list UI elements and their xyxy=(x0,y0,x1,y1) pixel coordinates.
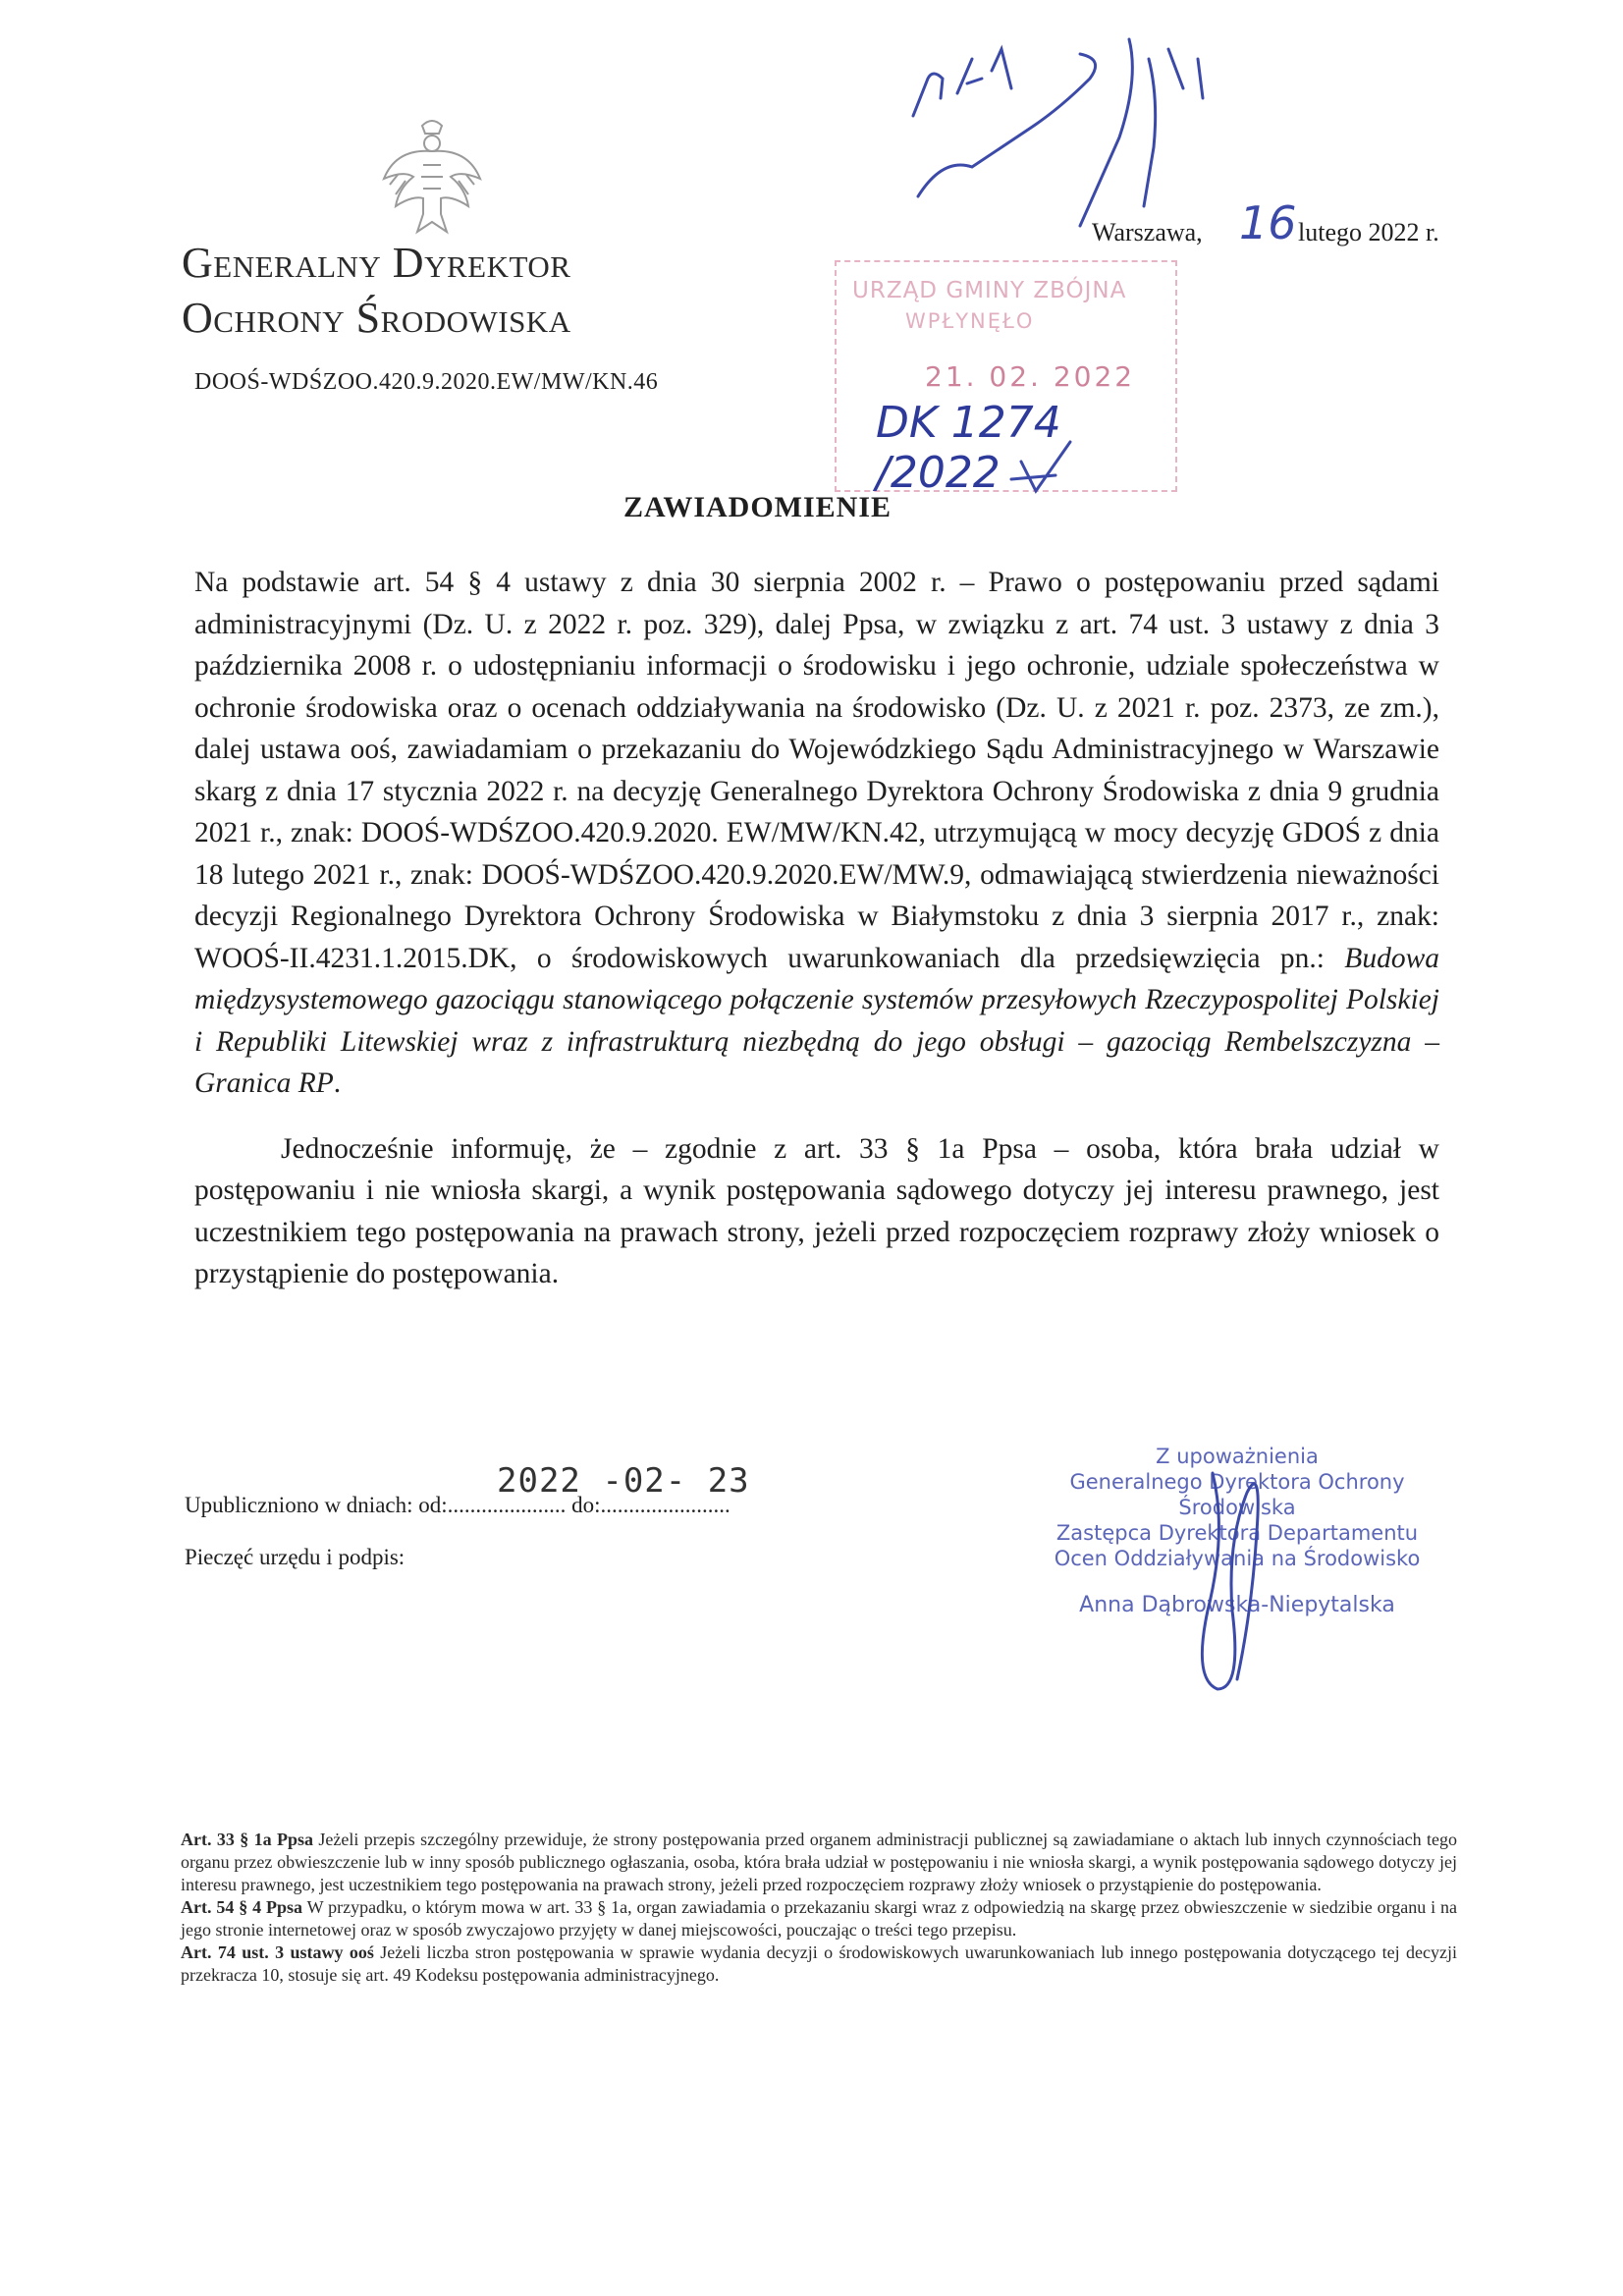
footnote-1-text: Jeżeli przepis szczególny przewiduje, że strony postępowania przed organem administracji publicznej są zawiadamiane o aktach lub innych czynnościach tego organu przez obwieszczenie lub w inny sposób publicznego ogłaszania, osoba, która brała udział w postępowaniu i nie wniosła skargi, a wynik postępowania sądowego dotyczy jej interesu prawnego, jest uczestnikiem tego postępowania na prawach strony, jeżeli przed rozpoczęciem rozprawy złoży wniosek o przystąpienie do postępowania. xyxy=(181,1830,1458,1894)
reference-number: DOOŚ-WDŚZOO.420.9.2020.EW/MW/KN.46 xyxy=(194,369,659,395)
stamp-registry-number: DK 1274 /2022 xyxy=(876,398,1061,498)
signature-line-4: Ocen Oddziaływania na Środowisko xyxy=(1054,1547,1421,1570)
document-title xyxy=(0,491,1623,524)
paragraph-1-text: Na podstawie art. 54 § 4 ustawy z dnia 30 sierpnia 2002 r. – Prawo o postępowaniu przed sądami administracyjnymi (Dz. U. z 2022 r. poz. 329), dalej Ppsa, w związku z art. 74 ust. 3 ustawy z dnia 3 października 2008 r. o udostępnianiu informacji o środowisku i jego ochronie, udziale społeczeństwa w ochronie środowiska oraz o ocenach oddziaływania na środowisko (Dz. U. z 2021 r. poz. 2373, ze zm.), dalej ustawa ooś, zawiadamiam o przekazaniu do Wojewódzkiego Sądu Administracyjnego w Warszawie skarg z dnia 17 stycznia 2022 r. na decyzję Generalnego Dyrektora Ochrony Środowiska z dnia 9 grudnia 2021 r., znak: DOOŚ-WDŚZOO.420.9.2020. EW/MW/KN.42, utrzymującą w mocy decyzję GDOŚ z dnia 18 lutego 2021 r., znak: DOOŚ-WDŚZOO.420.9.2020.EW/MW.9, odmawiającą stwierdzenia nieważności decyzji Regionalnego Dyrektora Ochrony Środowiska w Białymstoku z dnia 3 sierpnia 2017 r., znak: WOOŚ-II.4231.1.2015.DK, o środowiskowych uwarunkowaniach dla przedsięwzięcia pn.: xyxy=(194,567,1439,974)
footnote-2-label: Art. 54 § 4 Ppsa xyxy=(181,1897,303,1917)
issuer-line-2: Ochrony Środowiska xyxy=(182,294,571,342)
signatory-name: Anna Dąbrowska-Niepytalska xyxy=(1079,1593,1395,1617)
signature-line-3: Zastępca Dyrektora Departamentu xyxy=(1055,1521,1419,1545)
initials-scribble xyxy=(1080,39,1203,226)
main-body xyxy=(194,562,1439,1295)
paragraph-1-end: . xyxy=(333,1067,342,1099)
paragraph-1 xyxy=(194,562,1439,1105)
footnote-2 xyxy=(181,1896,1457,1941)
stamp-office: URZĄD GMINY ZBÓJNA xyxy=(852,278,1127,303)
footnote-1 xyxy=(181,1829,1457,1896)
signature-line-2: Generalnego Dyrektora Ochrony Środowiska xyxy=(1069,1470,1405,1519)
place-label: Warszawa, xyxy=(1092,218,1203,246)
signature-line-1: Z upoważnienia xyxy=(1156,1445,1319,1468)
handwritten-day: 16 xyxy=(1239,196,1297,249)
footnote-3-label: Art. 74 ust. 3 ustawy ooś xyxy=(181,1942,374,1962)
seal-label: Pieczęć urzędu i podpis: xyxy=(185,1545,406,1569)
issuer-name xyxy=(182,236,571,346)
eagle-emblem-icon xyxy=(378,116,486,242)
stamp-received: WPŁYNĘŁO xyxy=(905,309,1035,333)
annotation-scribble xyxy=(913,49,1011,116)
paragraph-2: Jednocześnie informuję, że – zgodnie z art. 33 § 1a Ppsa – osoba, która brała udział w postępowaniu i nie wniosła skargi, a wynik postępowania sądowego dotyczy jej interesu prawnego, jest uczestnikiem tego postępowania na prawach strony, jeżeli przed rozpoczęciem rozprawy złoży wniosek o przystąpienie do postępowania. xyxy=(194,1132,1439,1289)
footnotes xyxy=(181,1829,1457,1987)
project-name: Budowa międzysystemowego gazociągu stanowiącego połączenie systemów przesyłowych Rzeczypospolitej Polskiej i Republiki Litewskiej wraz z infrastrukturą niezbędną do jego obsługi – gazociąg Rembelszczyzna – Granica RP xyxy=(194,942,1439,1099)
publication-date-written: 2022 -02- 23 xyxy=(497,1461,750,1501)
annotation-date-scribble xyxy=(918,54,1096,196)
stamp-date: 21. 02. 2022 xyxy=(925,360,1136,393)
issuer-line-1: Generalny Dyrektor xyxy=(182,239,571,287)
publication-label: Upubliczniono w dniach: od:..................... do:....................... xyxy=(185,1493,730,1517)
footnote-2-text: W przypadku, o którym mowa w art. 33 § 1a, organ zawiadamia o przekazaniu skargi wraz z odpowiedzią na skargę przez obwieszczenie w siedzibie organu i na jego stronie internetowej oraz w sposób zwyczajowo przyjęty w danej miejscowości, pouczając o treści tego przepisu. xyxy=(181,1897,1457,1940)
footnote-3 xyxy=(181,1941,1457,1987)
footnote-1-label: Art. 33 § 1a Ppsa xyxy=(181,1830,314,1849)
footnote-3-text: Jeżeli liczba stron postępowania w sprawie wydania decyzji o środowiskowych uwarunkowaniach lub innego postępowania dotyczącego tej decyzji przekracza 10, stosuje się art. 49 Kodeksu postępowania administracyjnego. xyxy=(181,1942,1457,1985)
month-year: lutego 2022 r. xyxy=(1298,218,1439,246)
received-stamp xyxy=(835,260,1177,498)
signature-stamp xyxy=(1011,1444,1463,1618)
document-title-text: ZAWIADOMIENIE xyxy=(622,491,893,523)
